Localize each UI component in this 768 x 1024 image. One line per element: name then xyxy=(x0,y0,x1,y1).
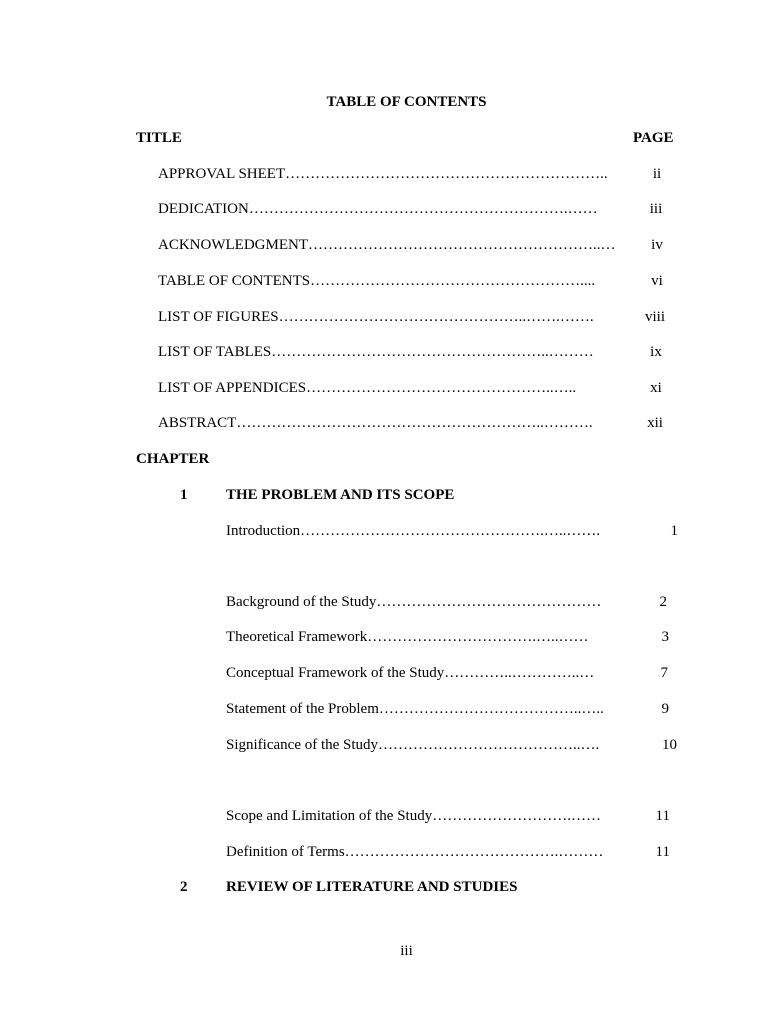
section-entry-label: Background of the Study……………………………………… xyxy=(226,594,602,610)
section-entry-label: Scope and Limitation of the Study……………………….…… xyxy=(226,808,601,824)
chapter-heading: CHAPTER xyxy=(136,451,210,467)
toc-entry-page: xii xyxy=(647,415,663,431)
section-entry-label: Significance of the Study…………………………………..…. xyxy=(226,737,600,753)
toc-entry-page: iv xyxy=(651,237,663,253)
toc-entry-label: DEDICATION……………………………………………………….…… xyxy=(158,201,598,217)
section-entry-label: Introduction………………………………………….…..……. xyxy=(226,523,601,539)
section-entry-page: 10 xyxy=(662,737,677,753)
section-entry-page: 11 xyxy=(655,844,670,860)
page-number: iii xyxy=(400,943,413,959)
section-entry-label: Theoretical Framework…………………………….…..…… xyxy=(226,629,589,645)
chapter-number: 1 xyxy=(180,487,188,503)
toc-entry-label: ACKNOWLEDGMENT…………………………………………………..… xyxy=(158,237,616,253)
chapter-title: THE PROBLEM AND ITS SCOPE xyxy=(226,487,455,503)
toc-entry-label: APPROVAL SHEET……………………………………………………….. xyxy=(158,166,608,182)
section-entry-page: 2 xyxy=(659,594,667,610)
toc-entry-label: ABSTRACT……………………………………………………..………. xyxy=(158,415,593,431)
toc-entry-label: LIST OF FIGURES…………………………………………..…….……. xyxy=(158,309,594,325)
toc-entry-label: LIST OF TABLES………………………………………………..……… xyxy=(158,344,594,360)
toc-entry-page: ix xyxy=(650,344,662,360)
toc-entry-page: iii xyxy=(649,201,663,217)
toc-entry-page: ii xyxy=(652,166,662,182)
section-entry-label: Conceptual Framework of the Study…………..…………..… xyxy=(226,665,595,681)
section-entry-label: Statement of the Problem…………………………………..….. xyxy=(226,701,604,717)
section-entry-page: 9 xyxy=(661,701,669,717)
section-entry-page: 1 xyxy=(670,523,678,539)
column-header-page: PAGE xyxy=(633,130,674,146)
chapter-number: 2 xyxy=(180,879,188,895)
toc-entry-page: vi xyxy=(651,273,663,289)
toc-entry-label: TABLE OF CONTENTS……………………………………………….... xyxy=(158,273,596,289)
toc-entry-label: LIST OF APPENDICES…………………………………………..….. xyxy=(158,380,577,396)
section-entry-page: 11 xyxy=(655,808,670,824)
chapter-title: REVIEW OF LITERATURE AND STUDIES xyxy=(226,879,518,895)
column-header-title: TITLE xyxy=(136,130,182,146)
section-entry-label: Definition of Terms…………………………………….……… xyxy=(226,844,604,860)
toc-entry-page: xi xyxy=(650,380,662,396)
toc-entry-page: viii xyxy=(644,309,665,325)
section-entry-page: 7 xyxy=(660,665,668,681)
page-title: TABLE OF CONTENTS xyxy=(326,94,487,110)
section-entry-page: 3 xyxy=(661,629,669,645)
